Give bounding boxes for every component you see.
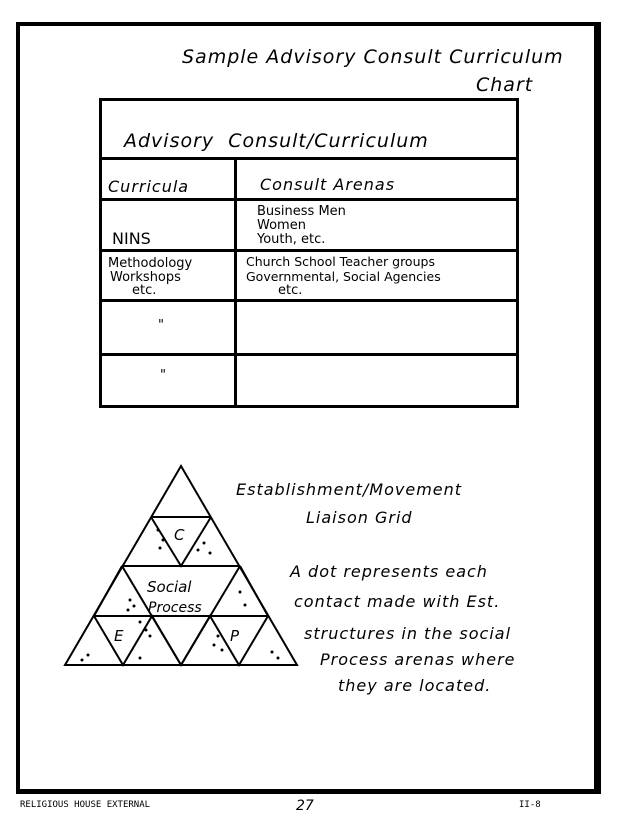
row2-arena-line2: Governmental, Social Agencies [246,269,441,284]
grid-label-right: P [230,627,240,645]
chart-title-line2: Chart [476,74,534,96]
note-line1: A dot represents each [290,562,488,581]
note-line5: they are located. [338,676,492,695]
row2-curricula-line3: etc. [132,283,157,298]
table-header: Advisory Consult/Curriculum [124,130,429,152]
row4-ditto: " [160,368,166,383]
note-line4: Process arenas where [320,650,516,669]
row2-arena-line3: etc. [278,283,303,298]
row2-curricula-line2: Workshops [110,270,181,285]
column-header-curricula: Curricula [108,177,190,196]
grid-label-process: Process [148,600,202,616]
page-number: 27 [296,798,314,814]
row2-arena-line1: Church School Teacher groups [246,254,435,269]
column-header-arenas: Consult Arenas [260,175,396,194]
note-line2: contact made with Est. [294,592,501,611]
grid-label-top: C [174,526,185,544]
row1-arena-line2: Women [257,218,306,233]
chart-title-line1: Sample Advisory Consult Curriculum [182,46,564,68]
row2-curricula-line1: Methodology [108,256,193,271]
grid-label-social: Social [147,578,192,596]
note-line3: structures in the social [304,624,512,643]
row1-curricula-line1: NINS [112,229,151,248]
row1-arena-line3: Youth, etc. [257,232,326,247]
footer-left: RELIGIOUS HOUSE EXTERNAL [20,800,151,810]
grid-title-line2: Liaison Grid [306,508,413,527]
grid-label-left: E [114,627,124,645]
row1-arena-line1: Business Men [257,204,346,219]
footer-right: II-8 [519,800,541,810]
row3-ditto: " [158,318,164,333]
grid-title-line1: Establishment/Movement [236,480,463,499]
